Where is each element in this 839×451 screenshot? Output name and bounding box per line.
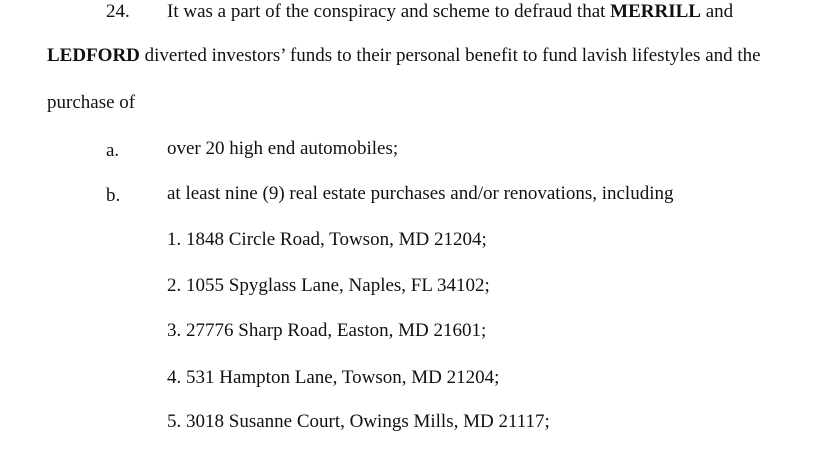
- paragraph-line-3: purchase of: [47, 92, 136, 113]
- paragraph-number: 24.: [106, 1, 130, 22]
- address-list-item: 1. 1848 Circle Road, Towson, MD 21204;: [167, 229, 487, 250]
- defendant-name-ledford: LEDFORD: [47, 45, 140, 66]
- paragraph-line-1-suffix: and: [700, 1, 734, 22]
- list-item-text: over 20 high end automobiles;: [167, 138, 399, 159]
- list-item-label: b.: [106, 185, 121, 206]
- paragraph-line-2-text: diverted investors’ funds to their personal benefit to fund lavish lifestyles and the: [139, 45, 761, 66]
- paragraph-line-1-prefix: It was a part of the conspiracy and scheme to defraud that: [167, 1, 611, 22]
- list-item-label: a.: [106, 140, 120, 161]
- address-list-item: 5. 3018 Susanne Court, Owings Mills, MD 21117;: [167, 411, 550, 432]
- paragraph-line-2: [47, 45, 761, 67]
- address-list-item: 3. 27776 Sharp Road, Easton, MD 21601;: [167, 320, 487, 341]
- list-item-text: at least nine (9) real estate purchases and/or renovations, including: [167, 183, 674, 204]
- defendant-name-merrill: MERRILL: [610, 1, 701, 22]
- paragraph-line-1: [167, 1, 733, 23]
- address-list-item: 4. 531 Hampton Lane, Towson, MD 21204;: [167, 367, 500, 388]
- address-list-item: 2. 1055 Spyglass Lane, Naples, FL 34102;: [167, 275, 490, 296]
